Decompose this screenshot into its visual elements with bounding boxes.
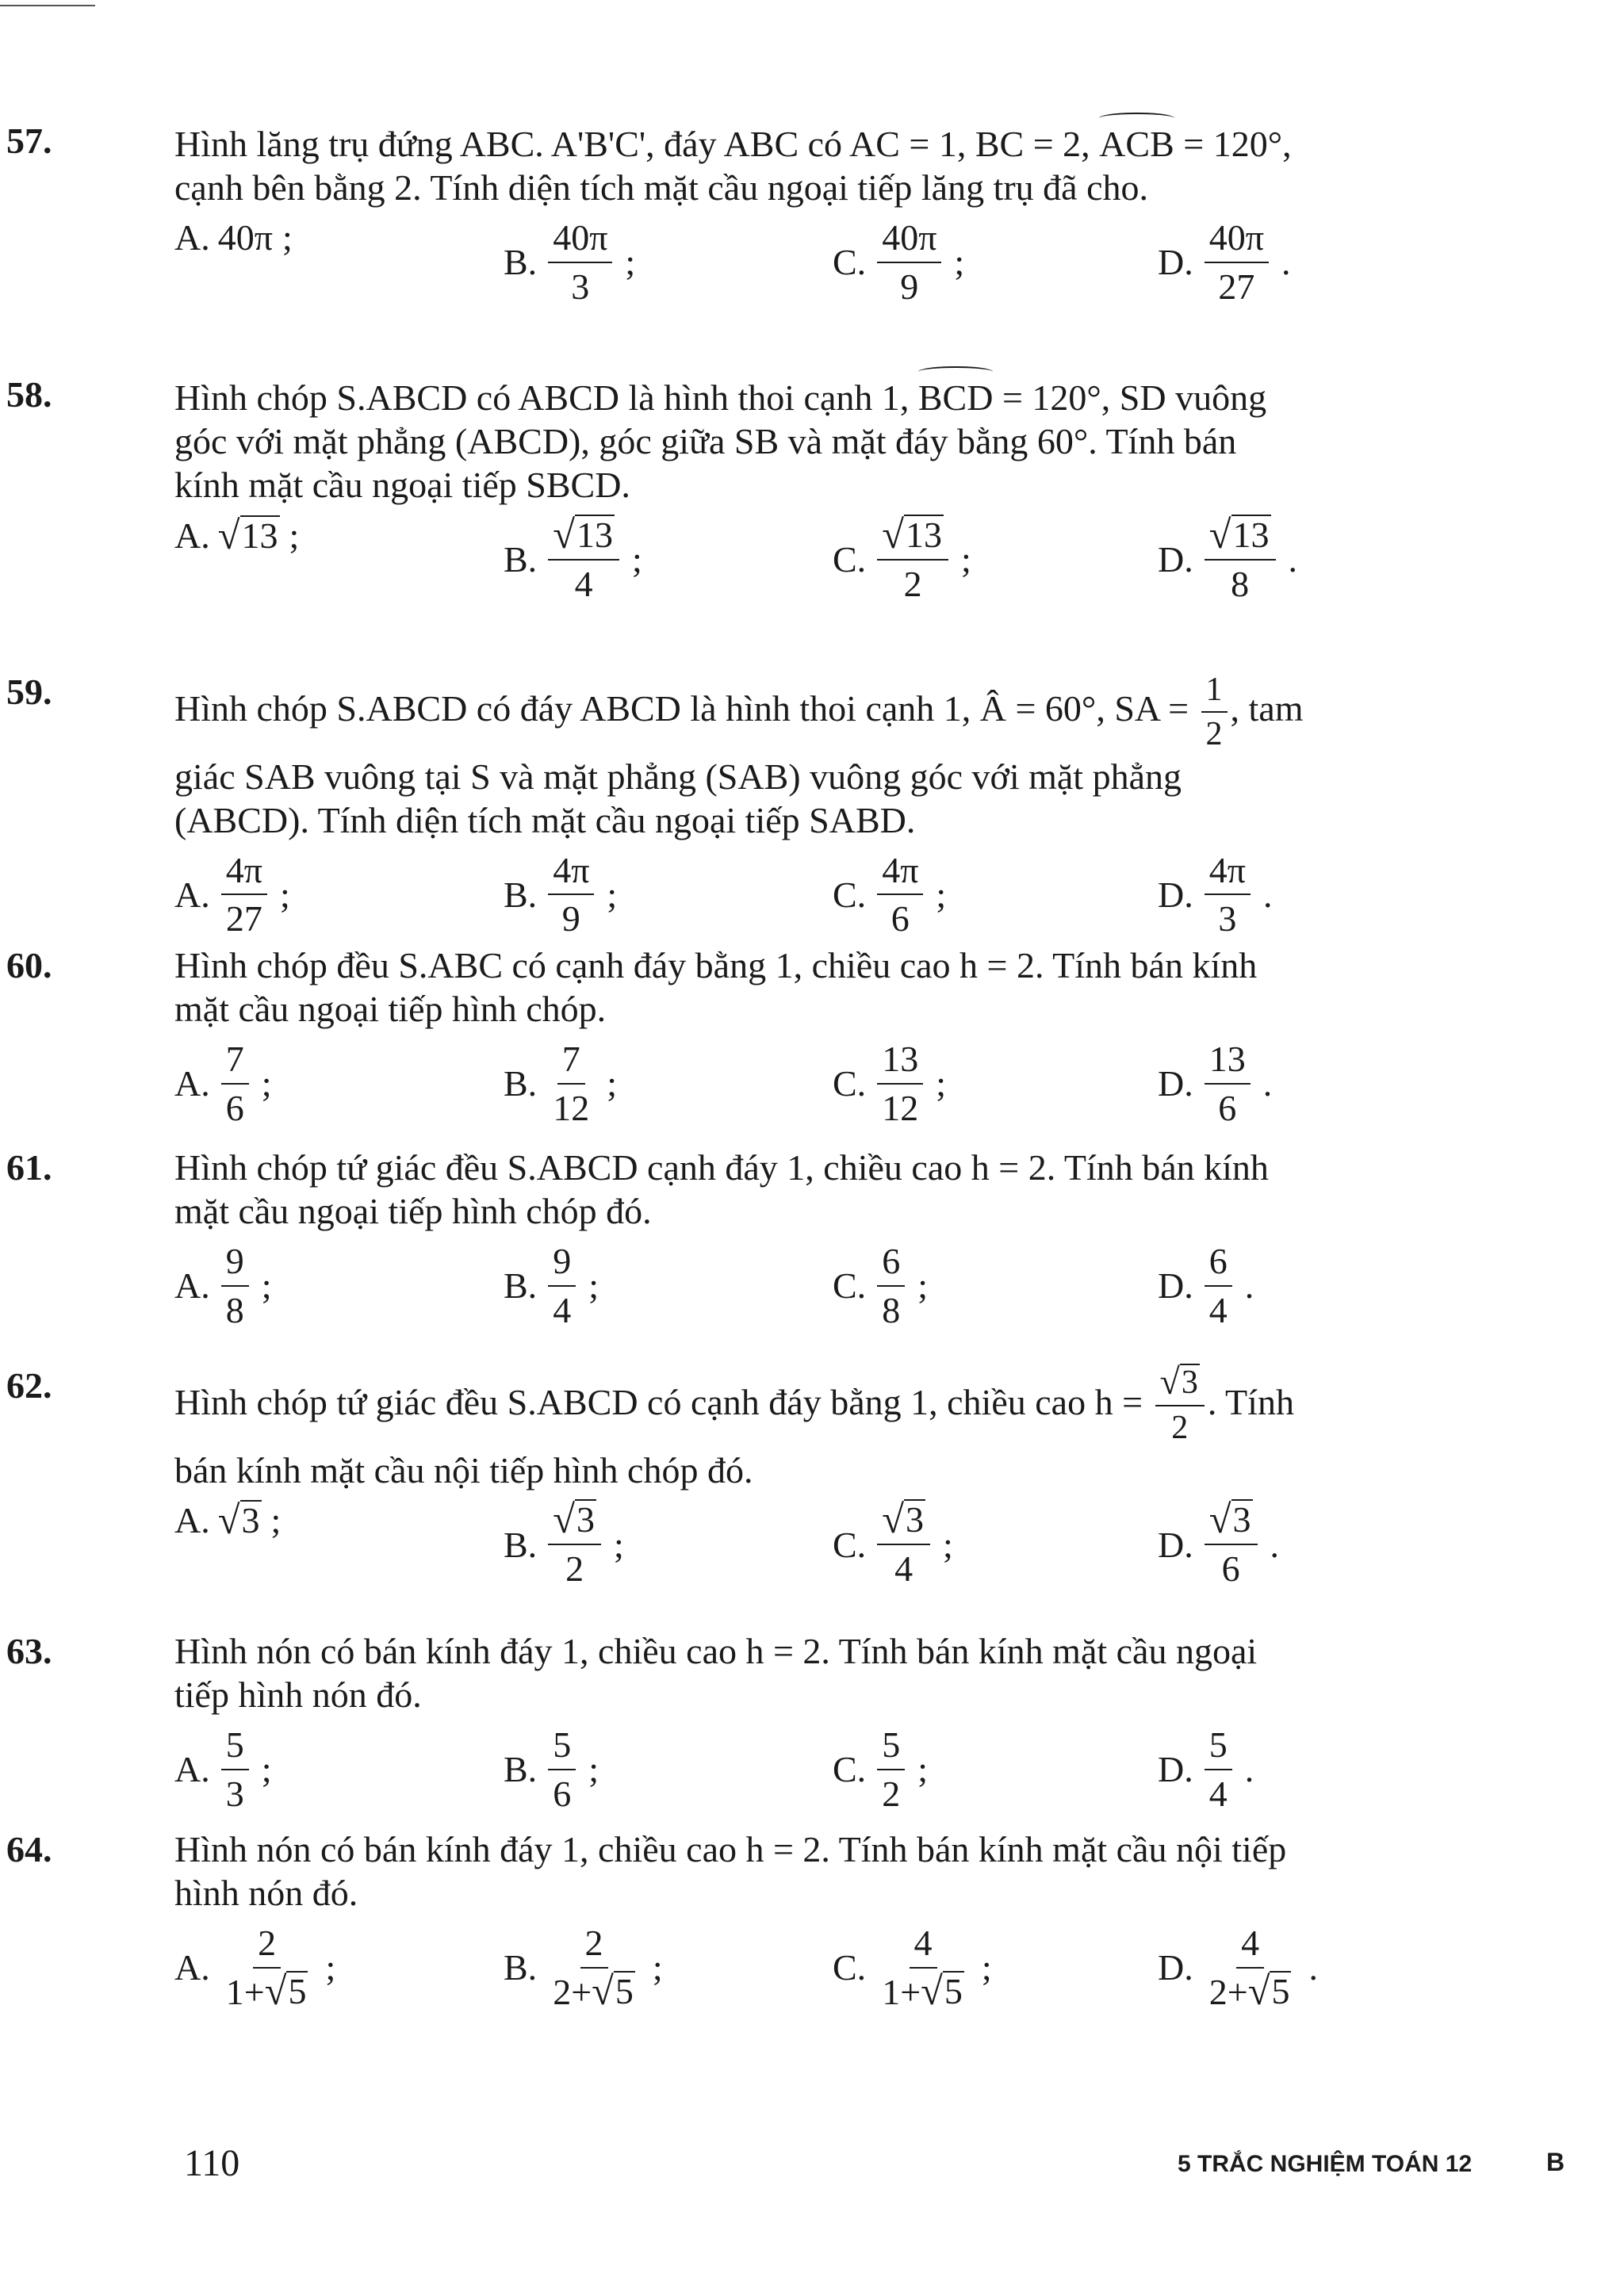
question-58 <box>6 373 1570 609</box>
option-c[interactable]: C. $\frac{5}{2}$ ; <box>833 1724 928 1814</box>
question-number: 57. <box>6 121 52 161</box>
option-d[interactable]: D. $\frac{13}{6}$ . <box>1158 1039 1273 1128</box>
question-number: 64. <box>6 1829 52 1869</box>
question-number: 63. <box>6 1631 52 1671</box>
option-a[interactable]: A. $\frac{5}{3}$ ; <box>174 1724 272 1814</box>
fraction: √ 13 4 <box>548 514 619 606</box>
question-stem: Hình lăng trụ đứng ABC. A'B'C', đáy ABC có AC = 1, BC = 2, ACB = 120°, cạnh bên bằng 2. Tính diện tích mặt cầu ngoại tiếp lăng trụ đã cho. <box>174 119 1570 209</box>
option-a[interactable]: A. $\frac{4\pi}{27}$ ; <box>174 850 290 939</box>
option-b[interactable]: B. √ 13 4 ; <box>504 514 642 606</box>
question-59 <box>6 670 1570 943</box>
option-c[interactable]: C. $\frac{6}{8}$ ; <box>833 1241 928 1330</box>
angle-arc: ACB <box>1099 119 1174 166</box>
radical: √ 13 <box>217 512 278 557</box>
option-b[interactable]: B. $\frac{9}{4}$ ; <box>504 1241 599 1330</box>
option-b[interactable]: B. √ 3 2 ; <box>504 1496 624 1590</box>
top-rule <box>0 5 95 6</box>
section-letter: B <box>1546 2148 1565 2176</box>
option-c[interactable]: C. $\frac{40\pi}{9}$ ; <box>833 216 964 308</box>
option-d[interactable]: D. $\frac{5}{4}$ . <box>1158 1724 1254 1814</box>
option-c[interactable]: C. $\frac{13}{12}$ ; <box>833 1039 946 1128</box>
option-d[interactable]: D. $\frac{40\pi}{27}$ . <box>1158 216 1290 308</box>
option-a[interactable]: A. 40π ; <box>174 217 293 258</box>
book-title: 5 TRẮC NGHIỆM TOÁN 12 <box>1178 2151 1473 2177</box>
answer-options <box>174 1921 1570 2016</box>
option-c[interactable]: C. √ 13 2 ; <box>833 514 971 606</box>
question-stem: Hình nón có bán kính đáy 1, chiều cao h = 2. Tính bán kính mặt cầu nội tiếp hình nón đó. <box>174 1829 1287 1914</box>
answer-options <box>174 216 1570 311</box>
page-number: 110 <box>184 2142 240 2184</box>
answer-options <box>174 1498 1570 1594</box>
question-stem: Hình chóp tứ giác đều S.ABCD có cạnh đáy bằng 1, chiều cao h = √ 3 2 . Tính bán kính mặt cầu nội tiếp hình chóp đó. <box>174 1361 1294 1490</box>
answer-options <box>174 1037 1570 1132</box>
answer-options <box>174 511 1570 609</box>
option-a[interactable]: A. √ 13 ; <box>174 512 300 557</box>
option-a[interactable]: A. $\frac{7}{6}$ ; <box>174 1039 272 1128</box>
question-stem: Hình nón có bán kính đáy 1, chiều cao h = 2. Tính bán kính mặt cầu ngoại tiếp hình nón đó. <box>174 1631 1258 1716</box>
option-b[interactable]: B. $\frac{5}{6}$ ; <box>504 1724 599 1814</box>
question-stem: Hình chóp S.ABCD có ABCD là hình thoi cạnh 1, BCD = 120°, SD vuông góc với mặt phẳng (ABCD), góc giữa SB và mặt đáy bằng 60°. Tính bán kính mặt cầu ngoại tiếp SBCD. <box>174 373 1570 507</box>
option-d[interactable]: D. √ 13 8 . <box>1158 514 1297 606</box>
option-b[interactable]: B. 2 2+ √ 5 ; <box>504 1923 663 2013</box>
answer-options <box>174 1723 1570 1818</box>
question-number: 58. <box>6 374 52 415</box>
option-c[interactable]: C. 4 1+ √ 5 ; <box>833 1923 992 2013</box>
fraction: $\frac{40\pi}{9}$ <box>877 216 941 308</box>
option-b[interactable]: B. $\frac{40\pi}{3}$ ; <box>504 216 635 308</box>
fraction: √ 13 2 <box>877 514 948 606</box>
question-64 <box>6 1827 1570 2016</box>
question-number: 59. <box>6 672 52 712</box>
question-63 <box>6 1629 1570 1818</box>
option-a[interactable]: A. $\frac{9}{8}$ ; <box>174 1241 272 1330</box>
question-stem: Hình chóp S.ABCD có đáy ABCD là hình thoi cạnh 1, Â = 60°, SA = $\frac{1}{2}$ , tam giác SAB vuông tại S và mặt phẳng (SAB) vuông góc với mặt phẳng (ABCD). Tính diện tích mặt cầu ngoại tiếp SABD. <box>174 672 1304 840</box>
fraction: $\frac{1}{2}$ <box>1201 670 1228 755</box>
option-a[interactable]: A. 2 1+ √ 5 ; <box>174 1923 336 2013</box>
option-d[interactable]: D. 4 2+ √ 5 . <box>1158 1923 1318 2013</box>
question-stem: Hình chóp đều S.ABC có cạnh đáy bằng 1, chiều cao h = 2. Tính bán kính mặt cầu ngoại tiếp hình chóp. <box>174 945 1258 1030</box>
question-number: 60. <box>6 945 52 985</box>
option-c[interactable]: C. √ 3 4 ; <box>833 1496 953 1590</box>
option-d[interactable]: D. √ 3 6 . <box>1158 1496 1280 1590</box>
angle-arc: BCD <box>918 373 994 419</box>
fraction: √ 3 2 <box>1155 1364 1205 1448</box>
question-57 <box>6 119 1570 311</box>
option-d[interactable]: D. $\frac{4\pi}{3}$ . <box>1158 850 1273 939</box>
fraction: $\frac{40\pi}{3}$ <box>548 216 612 308</box>
option-a[interactable]: A. √ 3 ; <box>174 1498 282 1543</box>
answer-options <box>174 1239 1570 1334</box>
option-b[interactable]: B. $\frac{7}{12}$ ; <box>504 1039 617 1128</box>
answer-options <box>174 848 1570 943</box>
question-number: 62. <box>6 1365 52 1406</box>
question-number: 61. <box>6 1147 52 1188</box>
question-61 <box>6 1146 1570 1334</box>
fraction: $\frac{40\pi}{27}$ <box>1205 216 1269 308</box>
option-d[interactable]: D. $\frac{6}{4}$ . <box>1158 1241 1254 1330</box>
question-62 <box>6 1361 1570 1594</box>
question-stem: Hình chóp tứ giác đều S.ABCD cạnh đáy 1, chiều cao h = 2. Tính bán kính mặt cầu ngoại tiếp hình chóp đó. <box>174 1147 1269 1232</box>
option-c[interactable]: C. $\frac{4\pi}{6}$ ; <box>833 850 947 939</box>
option-b[interactable]: B. $\frac{4\pi}{9}$ ; <box>504 850 618 939</box>
question-60 <box>6 943 1570 1132</box>
fraction: √ 13 8 <box>1205 514 1276 606</box>
